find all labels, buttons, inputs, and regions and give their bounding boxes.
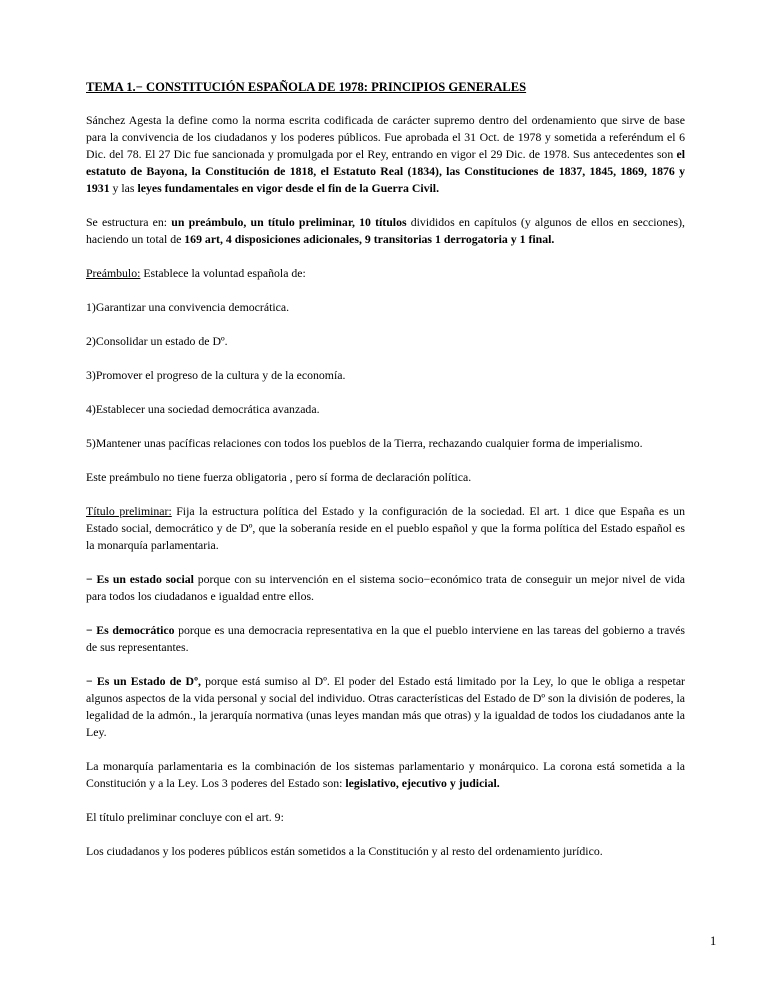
underlined-text-run: Preámbulo: <box>86 266 141 280</box>
paragraph-structure <box>86 214 685 248</box>
underlined-text-run: Título preliminar: <box>86 504 172 518</box>
paragraph-definition <box>86 112 685 197</box>
list-item-5 <box>86 435 685 452</box>
text-run: Los ciudadanos y los poderes públicos están sometidos a la Constitución y al resto del ordenamiento jurídico. <box>86 844 603 858</box>
list-item-1 <box>86 299 685 316</box>
document-content <box>86 79 685 877</box>
text-run: 2)Consolidar un estado de Dº. <box>86 334 228 348</box>
bold-text-run: − Es un estado social <box>86 572 194 586</box>
paragraph-estado-de-derecho <box>86 673 685 741</box>
paragraph-monarquia <box>86 758 685 792</box>
text-run: Establece la voluntad española de: <box>140 266 306 280</box>
text-run: El título preliminar concluye con el art. 9: <box>86 810 284 824</box>
text-run: 5)Mantener unas pacíficas relaciones con todos los pueblos de la Tierra, rechazando cualquier forma de imperialismo. <box>86 436 643 450</box>
text-run: porque está sumiso al Dº. El poder del Estado está limitado por la Ley, lo que le obliga a respetar algunos aspectos de la vida personal y social del individuo. Otras características del Estado de Dº son la división de poderes, la legalidad de la admón., la jerarquía normativa (unas leyes mandan más que otras) y la igualdad de todos los ciudadanos ante la Ley. <box>86 674 685 739</box>
text-run: La monarquía parlamentaria es la combinación de los sistemas parlamentario y monárquico. La corona está sometida a la Constitución y a la Ley. Los 3 poderes del Estado son: <box>86 759 685 790</box>
paragraph-art9-intro <box>86 809 685 826</box>
text-run: 1)Garantizar una convivencia democrática. <box>86 300 290 314</box>
text-run: Fija la estructura política del Estado y la configuración de la sociedad. El art. 1 dice que España es un Estado social, democrático y de Dº, que la soberanía reside en el pueblo español y que la forma política del Estado español es la monarquía parlamentaria. <box>86 504 685 552</box>
list-item-2 <box>86 333 685 350</box>
bold-text-run: 169 art, 4 disposiciones adicionales, 9 transitorias 1 derrogatoria y 1 final. <box>184 232 555 246</box>
bold-text-run: un preámbulo, un título preliminar, 10 títulos <box>171 215 407 229</box>
text-run: Se estructura en: <box>86 215 172 229</box>
paragraph-preamble-note <box>86 469 685 486</box>
text-run: Sánchez Agesta la define como la norma escrita codificada de carácter supremo dentro del ordenamiento que sirve de base para la convivencia de los ciudadanos y los poderes públicos. Fue aprobada el 31 Oct. de 1978 y sometida a referéndum el 6 Dic. del 78. El 27 Dic fue sancionada y promulgada por el Rey, entrando en vigor el 29 Dic. de 1978. Sus antecedentes son <box>86 113 685 161</box>
list-item-4 <box>86 401 685 418</box>
paragraph-art9-text <box>86 843 685 860</box>
paragraph-titulo-preliminar <box>86 503 685 554</box>
text-run: porque es una democracia representativa en la que el pueblo interviene en las tareas del gobierno a través de sus representantes. <box>86 623 685 654</box>
text-run: 3)Promover el progreso de la cultura y de la economía. <box>86 368 346 382</box>
paragraph-estado-social <box>86 571 685 605</box>
paragraph-preamble-heading <box>86 265 685 282</box>
text-run: Este preámbulo no tiene fuerza obligatoria , pero sí forma de declaración política. <box>86 470 472 484</box>
paragraph-democratico <box>86 622 685 656</box>
bold-text-run: legislativo, ejecutivo y judicial. <box>345 776 500 790</box>
bold-text-run: − Es un Estado de Dº, <box>86 674 201 688</box>
bold-text-run: el estatuto de Bayona, la Constitución de 1818, el Estatuto Real (1834), las Constituciones de 1837, 1845, 1869, 1876 y 1931 <box>86 147 685 195</box>
text-run: porque con su intervención en el sistema socio−económico trata de conseguir un mejor nivel de vida para todos los ciudadanos e igualdad entre ellos. <box>86 572 685 603</box>
document-title: TEMA 1.− CONSTITUCIÓN ESPAÑOLA DE 1978: PRINCIPIOS GENERALES <box>86 80 527 94</box>
text-run: divididos en capítulos (y algunos de ellos en secciones), haciendo un total de <box>86 215 685 246</box>
bold-text-run: leyes fundamentales en vigor desde el fin de la Guerra Civil. <box>137 181 440 195</box>
page-number: 1 <box>710 934 717 948</box>
list-item-3 <box>86 367 685 384</box>
text-run: 4)Establecer una sociedad democrática avanzada. <box>86 402 320 416</box>
bold-text-run: − Es democrático <box>86 623 175 637</box>
text-run: y las <box>109 181 138 195</box>
